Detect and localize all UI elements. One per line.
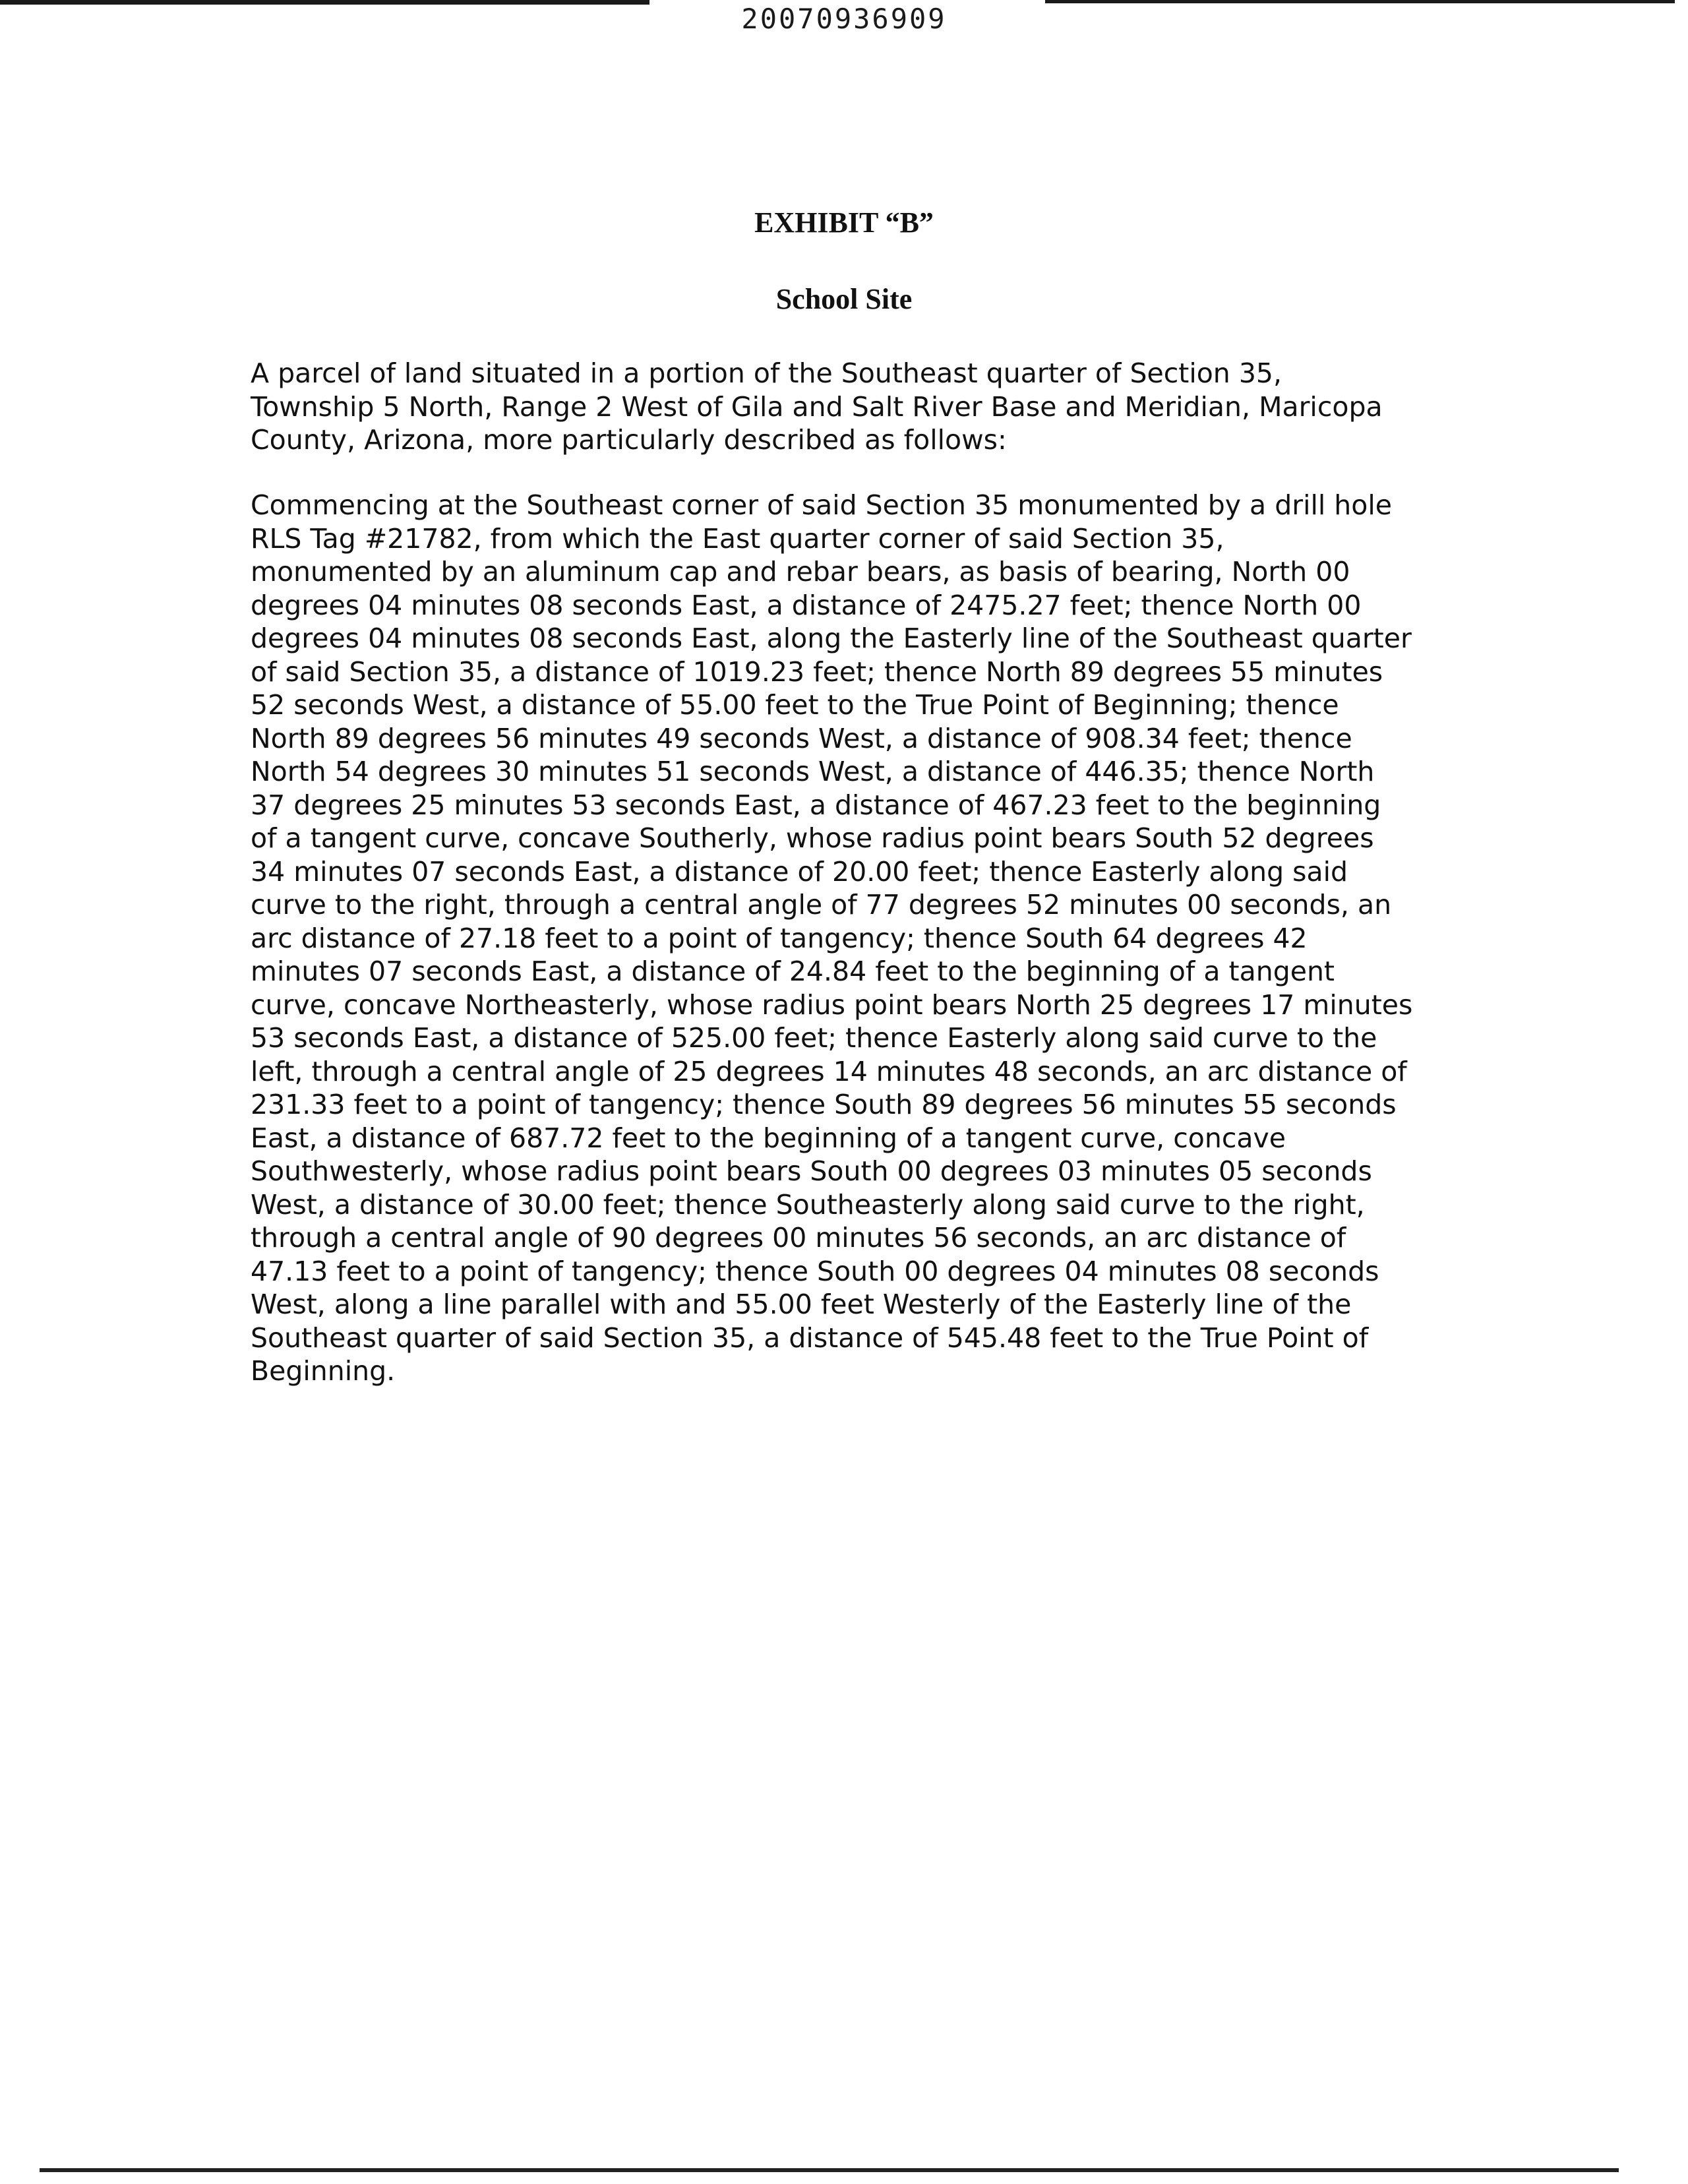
- text-line: Southeast quarter of said Section 35, a distance of 545.48 feet to the True Point of: [251, 1321, 1369, 1354]
- bottom-scan-border: [40, 2168, 1619, 2172]
- text-line: Township 5 North, Range 2 West of Gila and Salt River Base and Meridian, Maricopa: [251, 390, 1383, 423]
- text-line: curve to the right, through a central angle of 77 degrees 52 minutes 00 seconds, an: [251, 889, 1392, 921]
- text-line: 37 degrees 25 minutes 53 seconds East, a distance of 467.23 feet to the beginning: [251, 789, 1381, 821]
- text-line: of said Section 35, a distance of 1019.23 feet; thence North 89 degrees 55 minutes: [251, 655, 1383, 688]
- text-line: North 54 degrees 30 minutes 51 seconds West, a distance of 446.35; thence North: [251, 756, 1375, 787]
- text-line: A parcel of land situated in a portion of the Southeast quarter of Section 35,: [251, 357, 1282, 389]
- text-line: Beginning.: [251, 1355, 396, 1387]
- text-line: minutes 07 seconds East, a distance of 24.84 feet to the beginning of a tangent: [251, 956, 1335, 987]
- text-line: 231.33 feet to a point of tangency; thence South 89 degrees 56 minutes 55 seconds: [251, 1089, 1397, 1120]
- text-line: through a central angle of 90 degrees 00 minutes 56 seconds, an arc distance of: [251, 1222, 1346, 1254]
- text-line: curve, concave Northeasterly, whose radius point bears North 25 degrees 17 minutes: [251, 988, 1413, 1021]
- text-line: East, a distance of 687.72 feet to the beginning of a tangent curve, concave: [251, 1122, 1286, 1154]
- text-line: 52 seconds West, a distance of 55.00 feet to the True Point of Beginning; thence: [251, 689, 1339, 721]
- text-line: 53 seconds East, a distance of 525.00 feet; thence Easterly along said curve to the: [251, 1022, 1377, 1054]
- text-line: RLS Tag #21782, from which the East quarter corner of said Section 35,: [251, 522, 1224, 555]
- recording-number: 20070936909: [741, 3, 947, 35]
- text-line: West, a distance of 30.00 feet; thence Southeasterly along said curve to the right,: [251, 1188, 1365, 1221]
- text-line: North 89 degrees 56 minutes 49 seconds West, a distance of 908.34 feet; thence: [251, 722, 1352, 754]
- exhibit-subtitle: School Site: [775, 283, 913, 315]
- text-line: 47.13 feet to a point of tangency; thence South 00 degrees 04 minutes 08 seconds: [251, 1255, 1379, 1287]
- text-line: County, Arizona, more particularly described as follows:: [251, 424, 1007, 456]
- legal-description-paragraph: [251, 489, 1464, 1388]
- parcel-intro-paragraph: [251, 357, 1464, 457]
- text-line: of a tangent curve, concave Southerly, whose radius point bears South 52 degrees: [251, 822, 1374, 854]
- text-line: left, through a central angle of 25 degrees 14 minutes 48 seconds, an arc distance of: [251, 1055, 1407, 1087]
- text-line: degrees 04 minutes 08 seconds East, along the Easterly line of the Southeast quarter: [251, 622, 1412, 654]
- text-line: arc distance of 27.18 feet to a point of tangency; thence South 64 degrees 42: [251, 922, 1308, 954]
- text-line: Southwesterly, whose radius point bears South 00 degrees 03 minutes 05 seconds: [251, 1155, 1372, 1187]
- text-line: monumented by an aluminum cap and rebar bears, as basis of bearing, North 00: [251, 556, 1350, 588]
- text-line: Commencing at the Southeast corner of said Section 35 monumented by a drill hole: [251, 489, 1392, 521]
- text-line: West, along a line parallel with and 55.00 feet Westerly of the Easterly line of the: [251, 1289, 1352, 1320]
- text-line: 34 minutes 07 seconds East, a distance of 20.00 feet; thence Easterly along said: [251, 855, 1348, 888]
- text-line: degrees 04 minutes 08 seconds East, a distance of 2475.27 feet; thence North 00: [251, 589, 1362, 621]
- exhibit-title: EXHIBIT “B”: [754, 206, 934, 239]
